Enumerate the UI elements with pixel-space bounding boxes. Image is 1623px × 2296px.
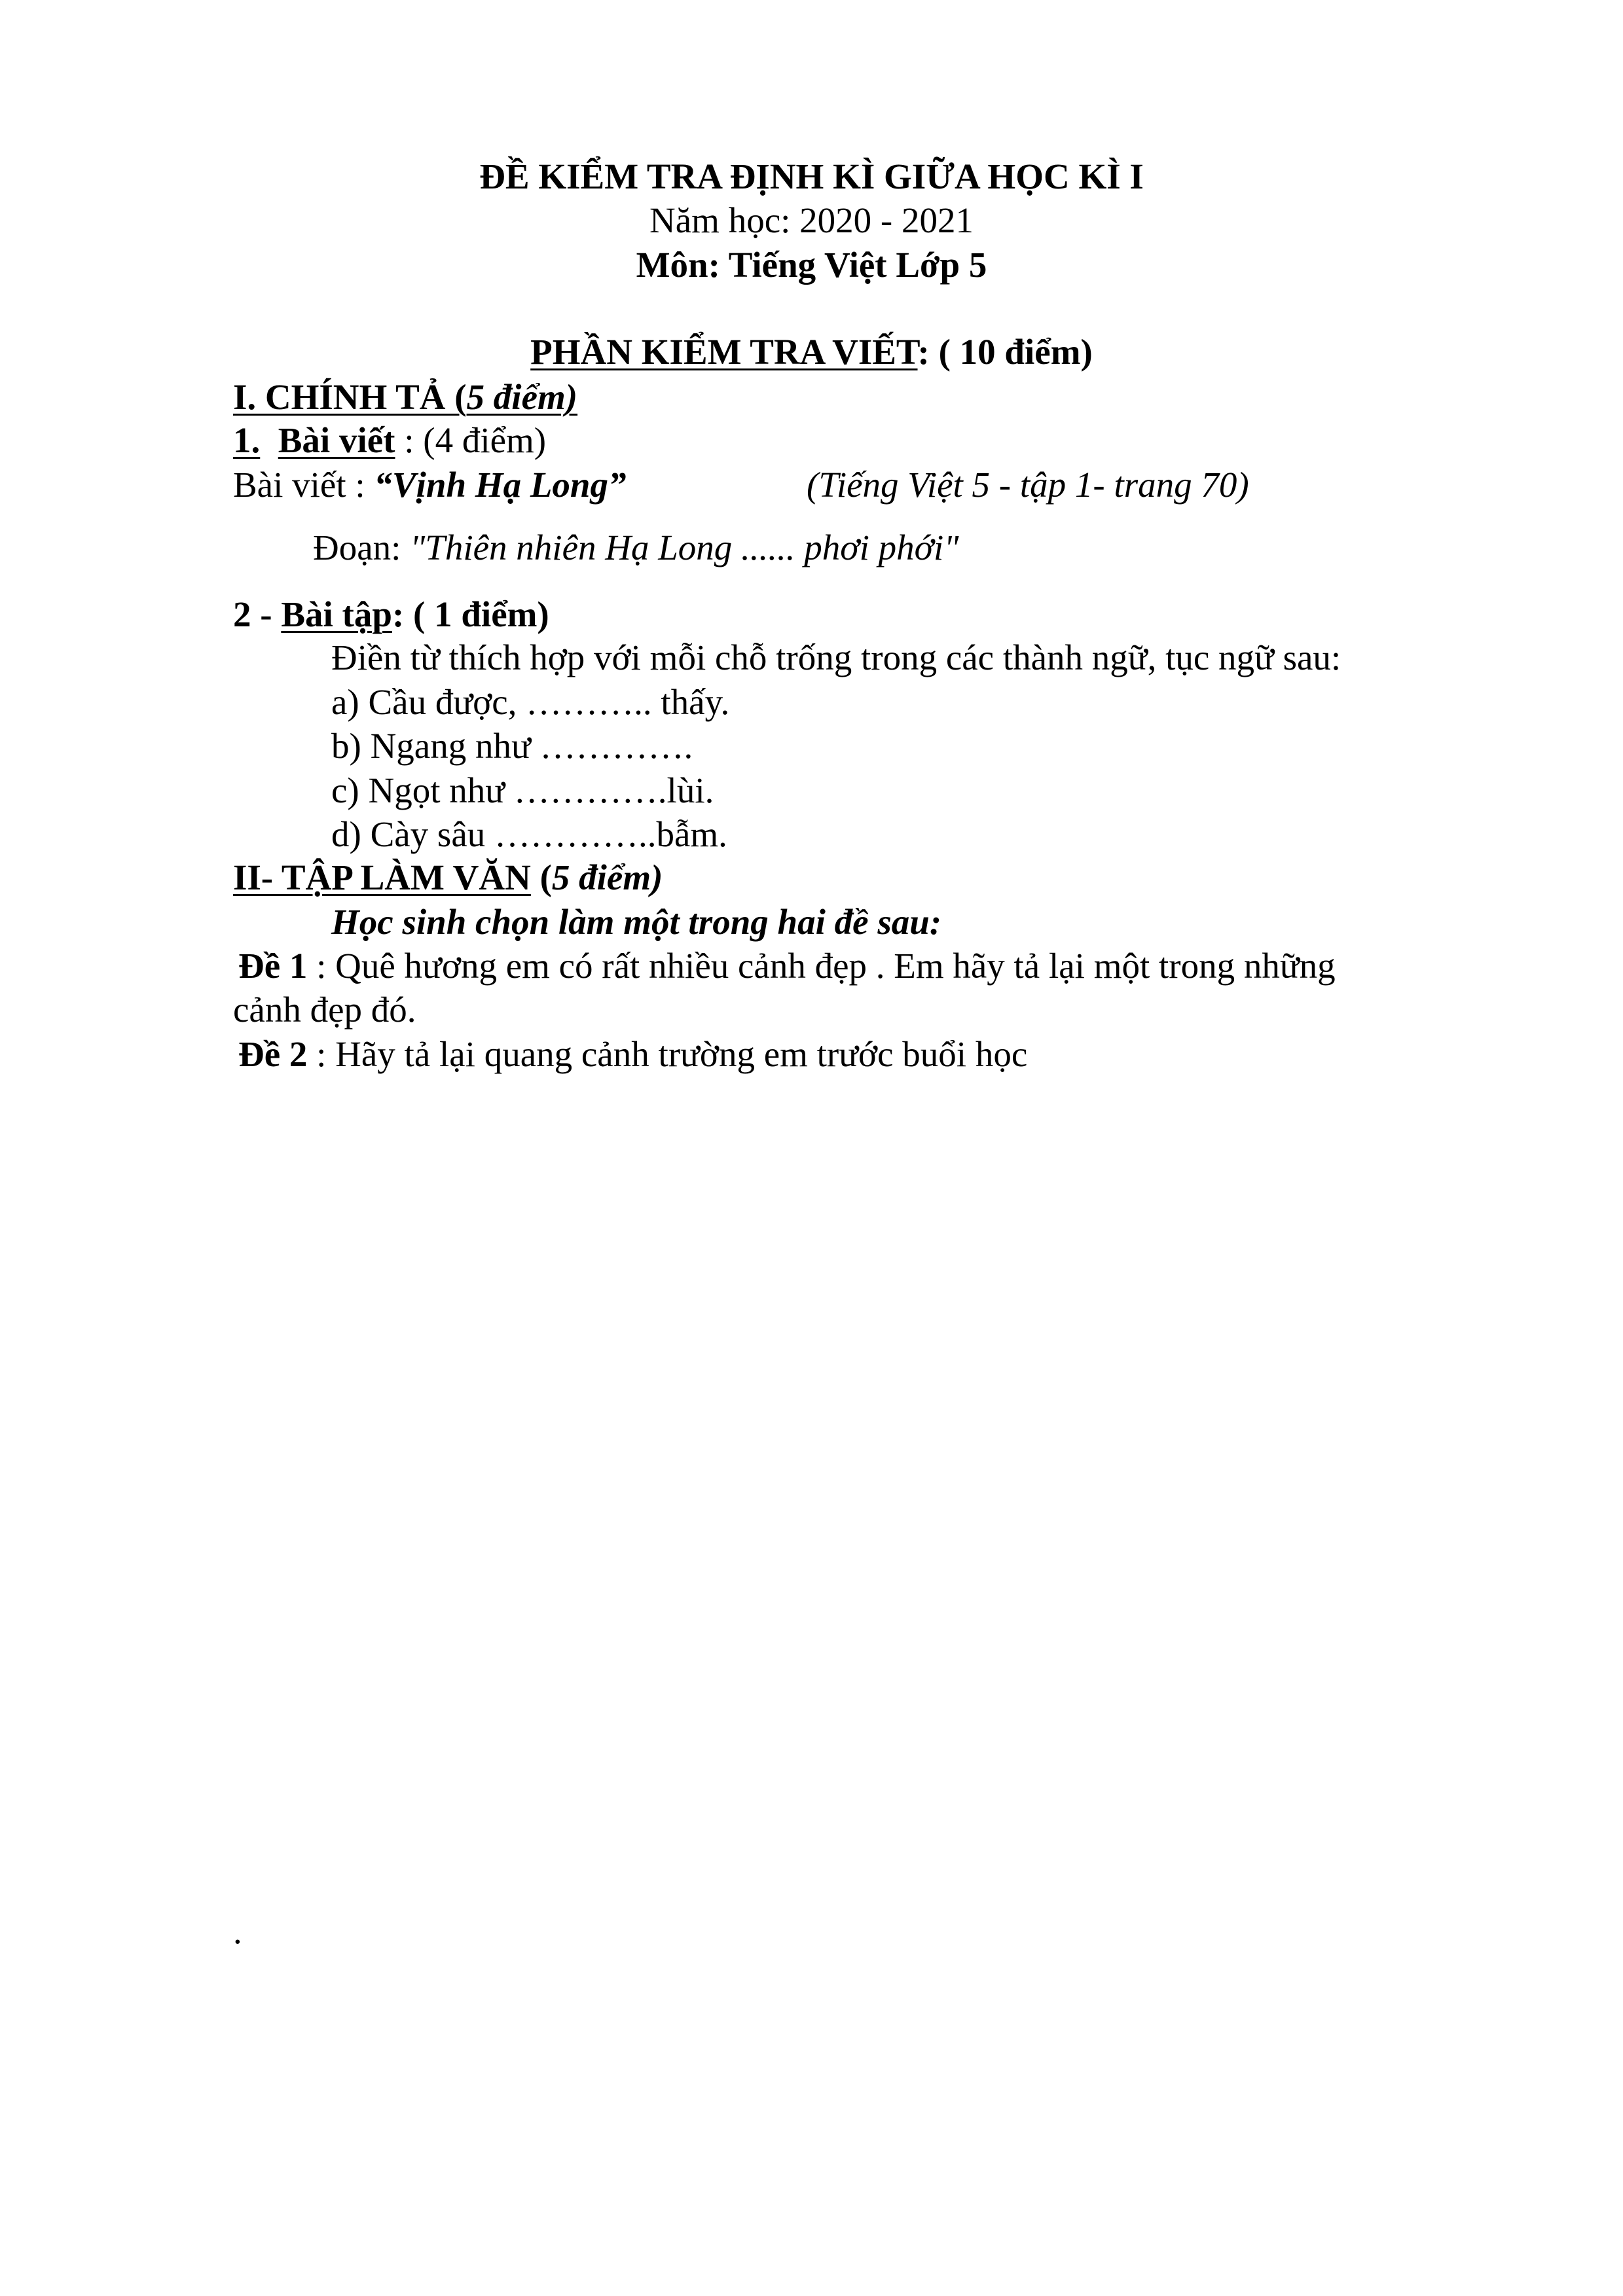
reading-prefix: Bài viết : [233, 465, 374, 505]
section1-heading [233, 376, 577, 419]
section1-label: I. CHÍNH TẢ ( [233, 377, 467, 417]
school-year: Năm học: 2020 - 2021 [649, 200, 974, 240]
item1-label: Bài viết [278, 420, 395, 460]
exam-title: ĐỀ KIỂM TRA ĐỊNH KÌ GIỮA HỌC KÌ I [479, 156, 1144, 196]
reading-title: “Vịnh Hạ Long” [374, 465, 627, 505]
item1-heading [233, 419, 546, 462]
topic2-text: : Hãy tả lại quang cảnh trường em trước buổi học [307, 1034, 1028, 1074]
passage-text: "Thiên nhiên Hạ Long ...... phơi phới" [410, 528, 959, 567]
passage-line [313, 526, 958, 569]
item2-num: 2 - [233, 594, 282, 634]
topic1-line-a [238, 944, 1336, 988]
subject-line: Môn: Tiếng Việt Lớp 5 [636, 245, 987, 285]
exercise-item-d: d) Cày sâu …………..bẫm. [331, 814, 727, 854]
section1-points: 5 điểm) [466, 377, 578, 417]
exercise-item-b: b) Ngang như …………. [331, 726, 693, 766]
part-heading-label: PHẦN KIỂM TRA VIẾT [530, 332, 918, 372]
exercise-item-a: a) Cầu được, ……….. thấy. [331, 682, 730, 722]
item1-num: 1. [233, 420, 261, 460]
exercise-item-c: c) Ngọt như ………….lùi. [331, 770, 714, 810]
footer-dot: . [233, 1911, 242, 1951]
section2-points: 5 điểm) [551, 857, 663, 897]
part-heading [0, 331, 1623, 374]
topic1-label: Đề 1 [238, 946, 308, 986]
topic2-label: Đề 2 [238, 1034, 308, 1074]
item2-label: Bài tập [281, 594, 392, 634]
part-heading-points: : ( 10 điểm) [917, 332, 1093, 372]
item2-heading [233, 593, 549, 636]
topic1-text-a: : Quê hương em có rất nhiều cảnh đẹp . Em hãy tả lại một trong những [307, 946, 1336, 986]
topic2-line [238, 1033, 1027, 1076]
section2-label: II- TẬP LÀM VĂN [233, 857, 531, 897]
reading-line [233, 463, 627, 507]
passage-prefix: Đoạn: [313, 528, 410, 567]
item1-points: : (4 điểm) [395, 420, 547, 460]
topic1-line-b: cảnh đẹp đó. [233, 990, 416, 1030]
section2-heading [233, 856, 663, 899]
reading-source: (Tiếng Việt 5 - tập 1- trang 70) [807, 465, 1249, 505]
item2-points: : ( 1 điểm) [392, 594, 549, 634]
essay-instruction: Học sinh chọn làm một trong hai đề sau: [331, 902, 942, 942]
exercise-instruction: Điền từ thích hợp với mỗi chỗ trống trong các thành ngữ, tục ngữ sau: [331, 637, 1341, 677]
section2-points-open: ( [530, 857, 552, 897]
